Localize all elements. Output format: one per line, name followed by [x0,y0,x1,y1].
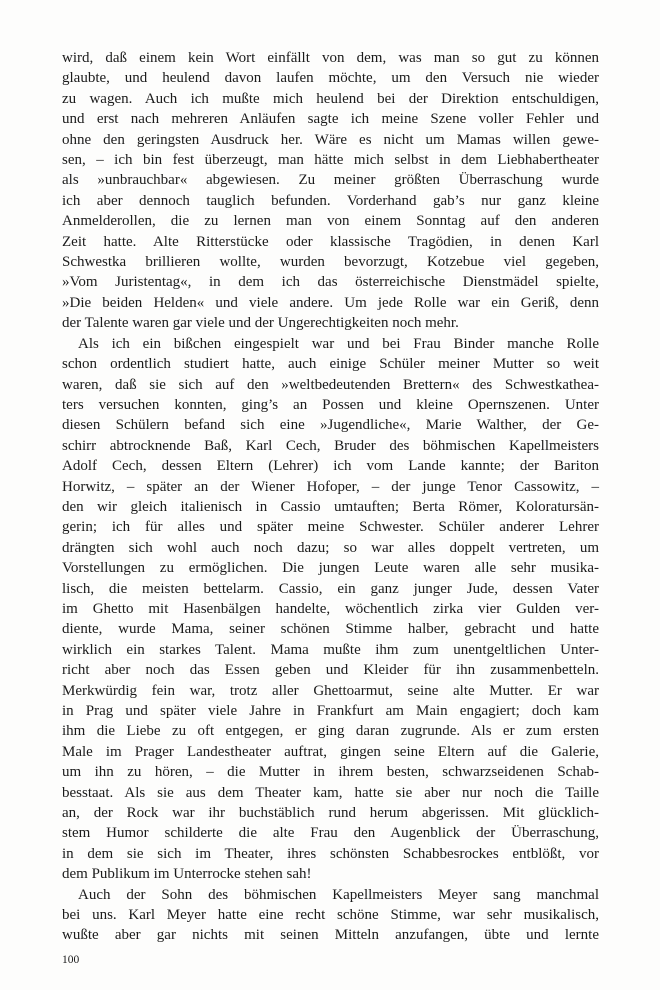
text-line: lisch, die meisten bettelarm. Cassio, ein ganz junger Jude, dessen Vater [62,580,599,597]
text-line: ohne den geringsten Ausdruck her. Wäre es nicht um Mamas willen gewe- [62,131,599,148]
text-line: diesen Schülern befand sich eine »Jugendliche«, Marie Walther, der Ge- [62,417,599,434]
text-line: im Ghetto mit Hasenbälgen handelte, wöchentlich zirka vier Gulden ver- [62,600,599,617]
text-line: ters versuchen konnten, ging’s an Possen und kleine Opernszenen. Unter [62,396,599,413]
text-line: besstaat. Als sie aus dem Theater kam, hatte sie aber nur noch die Taille [62,784,599,801]
text-line: dem Publikum im Unterrocke stehen sah! [62,866,312,883]
text-line: waren, daß sie sich auf den »weltbedeutenden Brettern« des Schwestkathea- [62,376,599,393]
paragraph [62,48,599,334]
text-line: diente, wurde Mama, seiner schönen Stimme halber, gebracht und hatte [62,621,599,638]
text-line: ich aber dennoch tauglich befunden. Vorderhand gab’s nur ganz kleine [62,192,599,209]
text-line: in dem sie sich im Theater, ihres schönsten Schabbesrockes entblößt, vor [62,845,599,862]
text-line: Vorstellungen zu ermöglichen. Die jungen Leute waren alle sehr musika- [62,560,599,577]
text-line: Adolf Cech, dessen Eltern (Lehrer) ich vom Lande kannte; der Bariton [62,458,599,475]
text-line: als »unbrauchbar« abgewiesen. Zu meiner größten Überraschung wurde [62,172,599,189]
text-line: um ihn zu hören, – die Mutter in ihrem besten, schwarzseidenen Schab- [62,764,599,781]
text-line: zu wagen. Auch ich mußte mich heulend bei der Direktion entschuldigen, [62,90,599,107]
text-line: Anmelderollen, die zu lernen man von einem Sonntag auf den anderen [62,213,599,230]
text-line: ihm die Liebe zu oft entgegen, er ging daran zugrunde. Als er zum ersten [62,723,599,740]
text-line: und erst nach mehreren Anläufen sagte ich meine Szene voller Fehler und [62,111,599,128]
paragraph [62,334,599,885]
text-line: drängten sich wohl auch noch dazu; so war alles doppelt vertreten, um [62,539,599,556]
text-line: Male im Prager Landestheater auftrat, gingen seine Eltern auf die Galerie, [62,743,599,760]
text-line: bei uns. Karl Meyer hatte eine recht schöne Stimme, war sehr musikalisch, [62,907,599,924]
text-line: wußte aber gar nichts mit seinen Mitteln anzufangen, übte und lernte [62,927,599,944]
text-line: Merkwürdig fein war, trotz aller Ghettoarmut, seine alte Mutter. Er war [62,682,599,699]
text-line: wird, daß einem kein Wort einfällt von dem, was man so gut zu können [62,50,599,66]
text-line: »Vom Juristentag«, in dem ich das österreichische Dienstmädel spielte, [62,274,599,291]
paragraph [62,885,599,946]
text-line: glaubte, und heulend davon laufen möchte, um den Versuch nie wieder [62,70,599,87]
page-number: 100 [62,954,80,966]
text-line: sen, – ich bin fest überzeugt, man hätte mich selbst in dem Liebhabertheater [62,152,599,169]
text-line: Horwitz, – später an der Wiener Hofoper, – der junge Tenor Cassowitz, – [62,478,599,495]
text-line: den wir gleich italienisch in Cassio umtauften; Berta Römer, Koloratursän- [62,498,599,515]
text-line: Als ich ein bißchen eingespielt war und bei Frau Binder manche Rolle [78,335,599,352]
text-line: wirklich ein starkes Talent. Mama mußte ihm zum unentgeltlichen Unter- [62,641,599,658]
text-line: richt aber noch das Essen geben und Kleider für ihn zusammenbetteln. [62,662,599,679]
text-line: stem Humor schilderte die alte Frau den Augenblick der Überraschung, [62,825,599,842]
text-line: schon ordentlich studiert hatte, auch einige Schüler meiner Mutter so weit [62,356,599,373]
text-line: Zeit hatte. Alte Ritterstücke oder klassische Tragödien, in denen Karl [62,233,599,250]
text-line: an, der Rock war ihr buchstäblich rund herum abgerissen. Mit glücklich- [62,805,599,822]
text-line: schirr abtrocknende Baß, Karl Cech, Bruder des böhmischen Kapellmeisters [62,437,599,454]
text-line: in Prag und später viele Jahre in Frankfurt am Main engagiert; doch kam [62,703,599,719]
text-line: »Die beiden Helden« und viele andere. Um jede Rolle war ein Geriß, denn [62,294,599,311]
text-line: der Talente waren gar viele und der Ungerechtigkeiten noch mehr. [62,315,459,332]
text-block [62,48,599,946]
text-line: gerin; ich für alles und später meine Schwester. Schüler anderer Lehrer [62,519,599,536]
text-line: Auch der Sohn des böhmischen Kapellmeisters Meyer sang manchmal [78,886,599,903]
text-line: Schwestka brillieren wollte, wurden bevorzugt, Kotzebue viel gegeben, [62,254,599,271]
